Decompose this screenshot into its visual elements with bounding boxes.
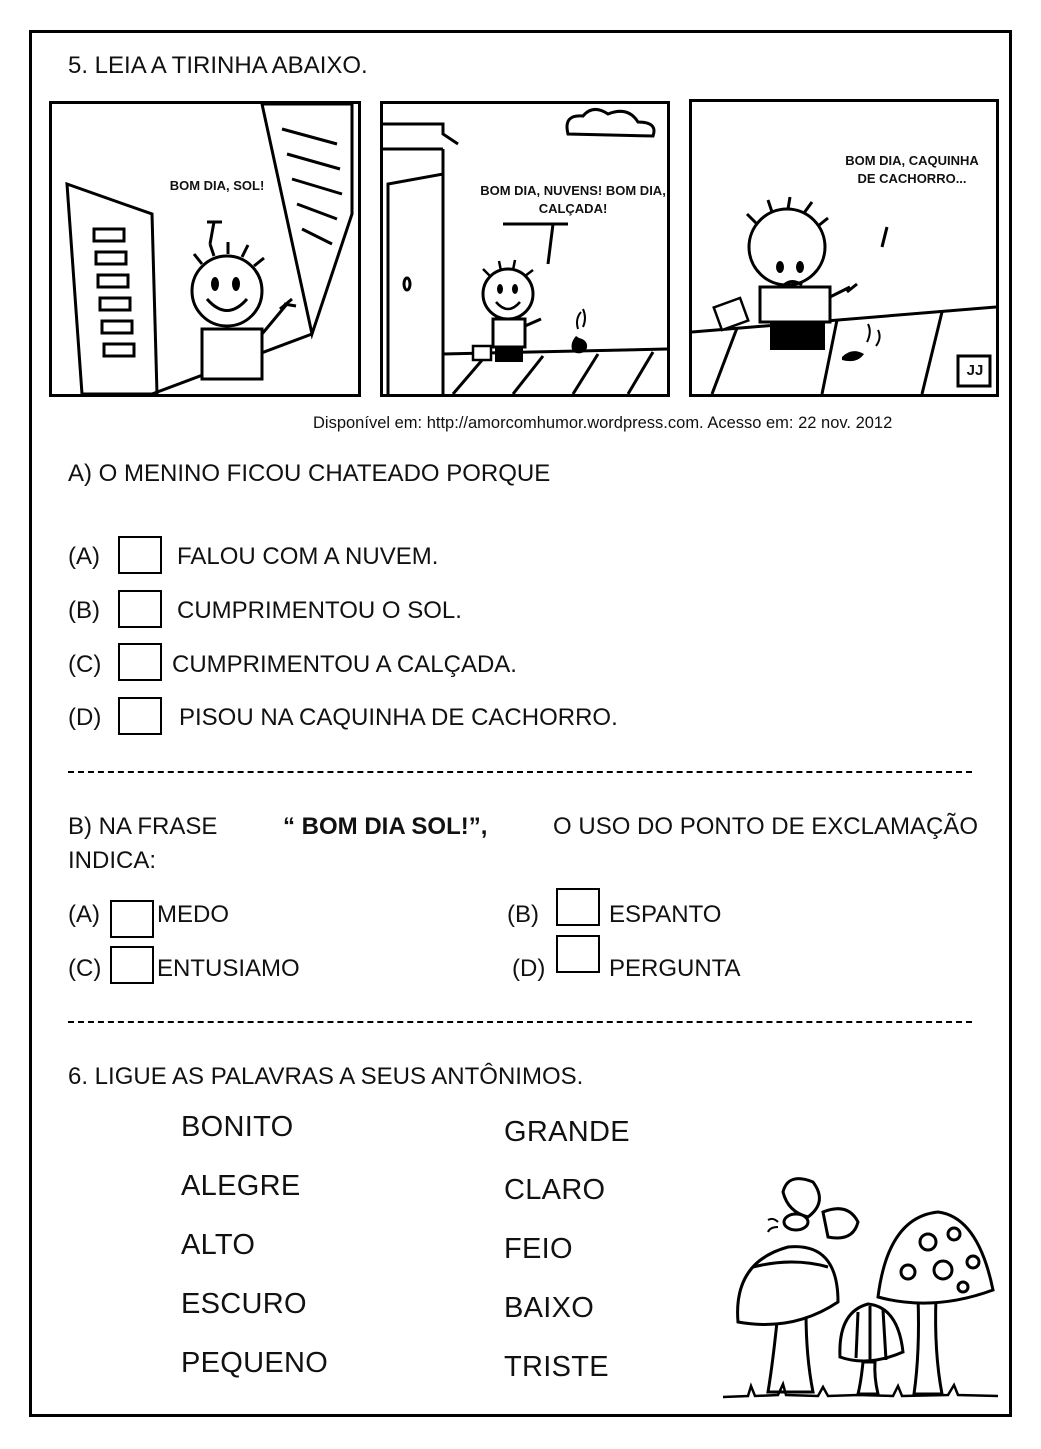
right-word: FEIO xyxy=(504,1233,573,1265)
option-b-checkbox[interactable] xyxy=(118,590,162,628)
comic-source: Disponível em: http://amorcomhumor.wordpress.com. Acesso em: 22 nov. 2012 xyxy=(313,414,893,432)
left-word: ALEGRE xyxy=(181,1170,301,1202)
question-5-title: 5. LEIA A TIRINHA ABAIXO. xyxy=(68,52,368,79)
option-b-c-letter: (C) xyxy=(68,955,102,982)
speech-bubble-3: BOM DIA, CAQUINHA DE CACHORRO... xyxy=(845,153,979,186)
question-a-text: A) O MENINO FICOU CHATEADO PORQUE xyxy=(68,460,551,487)
question-b-suffix: O USO DO PONTO DE EXCLAMAÇÃO xyxy=(553,813,978,840)
option-d-checkbox[interactable] xyxy=(118,697,162,735)
option-a-letter: (A) xyxy=(68,543,100,570)
option-b-d-checkbox[interactable] xyxy=(556,935,600,973)
question-b-prefix: B) NA FRASE xyxy=(68,813,218,840)
left-word: BONITO xyxy=(181,1111,294,1143)
option-a-text: FALOU COM A NUVEM. xyxy=(177,543,439,570)
option-b-a-text: MEDO xyxy=(157,901,229,928)
left-word: PEQUENO xyxy=(181,1347,329,1379)
panel-1-drawing xyxy=(52,104,358,394)
option-b-letter: (B) xyxy=(68,597,100,624)
option-d-letter: (D) xyxy=(68,704,102,731)
question-b-line2: INDICA: xyxy=(68,847,157,874)
right-word: GRANDE xyxy=(504,1116,630,1148)
option-b-b-text: ESPANTO xyxy=(609,901,722,928)
right-word: CLARO xyxy=(504,1174,606,1206)
speech-bubble-1: BOM DIA, SOL! xyxy=(169,178,265,193)
option-c-checkbox[interactable] xyxy=(118,643,162,681)
comic-panel-2 xyxy=(380,101,670,397)
option-b-text: CUMPRIMENTOU O SOL. xyxy=(177,597,462,624)
option-d-text: PISOU NA CAQUINHA DE CACHORRO. xyxy=(179,704,618,731)
option-b-c-checkbox[interactable] xyxy=(110,946,154,984)
mushroom-butterfly-illustration xyxy=(718,1172,1002,1408)
option-c-text: CUMPRIMENTOU A CALÇADA. xyxy=(172,651,517,678)
comic-signature: JJ xyxy=(966,362,984,379)
option-b-d-text: PERGUNTA xyxy=(609,955,741,982)
option-b-b-letter: (B) xyxy=(507,901,539,928)
option-b-d-letter: (D) xyxy=(512,955,546,982)
option-b-a-checkbox[interactable] xyxy=(110,900,154,938)
option-b-c-text: ENTUSIAMO xyxy=(157,955,300,982)
divider-1 xyxy=(68,771,972,773)
question-b-quoted-phrase: “ BOM DIA SOL!”, xyxy=(282,813,488,840)
panel-3-drawing xyxy=(692,102,996,394)
right-word: BAIXO xyxy=(504,1292,595,1324)
comic-panel-3 xyxy=(689,99,999,397)
option-b-b-checkbox[interactable] xyxy=(556,888,600,926)
comic-panel-1 xyxy=(49,101,361,397)
divider-2 xyxy=(68,1021,972,1023)
right-word: TRISTE xyxy=(504,1351,609,1383)
question-b-line1 xyxy=(68,813,978,841)
question-6-title: 6. LIGUE AS PALAVRAS A SEUS ANTÔNIMOS. xyxy=(68,1063,584,1090)
speech-bubble-2: BOM DIA, NUVENS! BOM DIA, CALÇADA! xyxy=(480,183,666,216)
option-a-checkbox[interactable] xyxy=(118,536,162,574)
option-b-a-letter: (A) xyxy=(68,901,100,928)
left-word: ALTO xyxy=(181,1229,256,1261)
option-c-letter: (C) xyxy=(68,651,102,678)
panel-2-drawing xyxy=(383,104,667,394)
left-word: ESCURO xyxy=(181,1288,307,1320)
